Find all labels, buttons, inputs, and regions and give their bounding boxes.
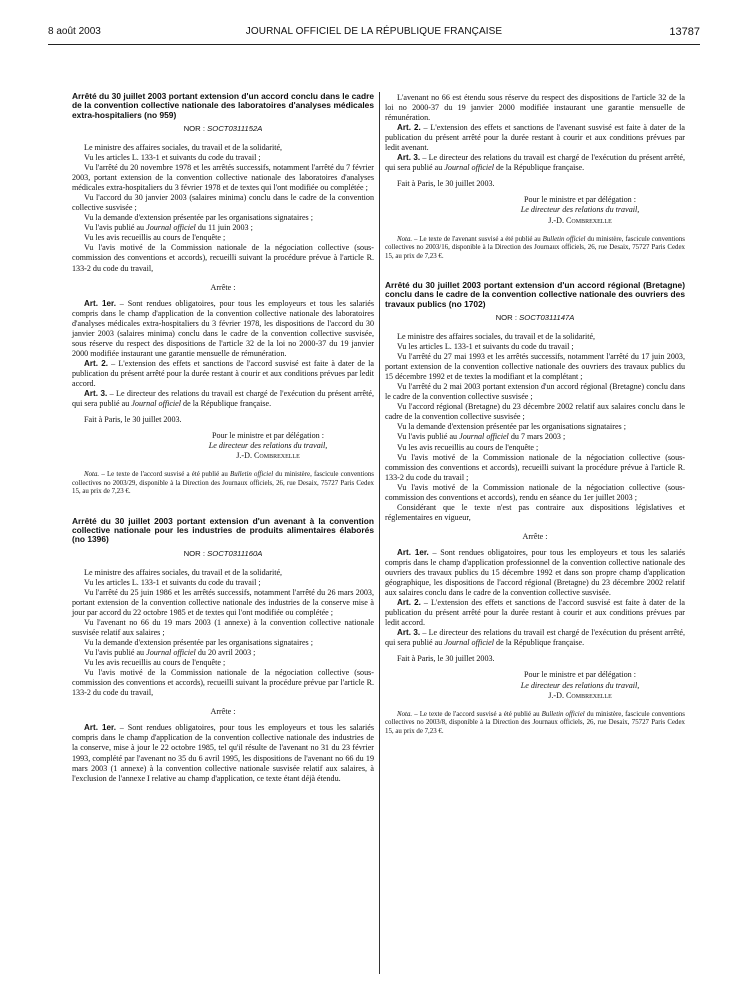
nota-text: – Le texte de l'avenant susvisé a été publié au	[412, 235, 543, 243]
article-text: de la République française.	[181, 399, 272, 409]
article-text: – Sont rendues obligatoires, pour tous les employeurs et tous les salariés compris dans le champ d'application professionnel de la convention collective nationale des ouvriers des travaux publics du 15 décembre 1992 et dans son propre champ d'application géographique, les dispositions de l'accord régional (Bretagne) du 23 décembre 2002 relatif aux salaires conclu dans le cadre de la convention collective susvisée.	[385, 547, 685, 598]
visa-paragraph: Vu l'accord du 30 janvier 2003 (salaires minima) conclu dans le cadre de la convention collective susvisée ;	[72, 193, 374, 213]
article-3	[385, 628, 685, 648]
visa-paragraph: Vu l'avis motivé de la Commission nationale de la négociation collective (sous-commission des conventions et accords), recueilli suivant la procédure prévue à l'article R. 133-2 du code du travail ;	[385, 452, 685, 482]
bulletin-officiel-ref: Bulletin officiel	[541, 710, 585, 718]
nor-code: SOCT0311160A	[207, 548, 263, 558]
header-title: JOURNAL OFFICIEL DE LA RÉPUBLIQUE FRANÇAISE	[245, 26, 503, 37]
visa-journal-pre: Vu l'avis publié au	[397, 432, 460, 442]
nota-text: du ministère, fascicule conventions collectives no 2003/16, disponible à la Direction des Journaux officiels, 26, rue Desaix, 75727 Paris Cedex 15, au prix de 7,23 €.	[385, 235, 685, 260]
article-3	[72, 389, 374, 409]
visa-paragraph: Vu la demande d'extension présentée par les organisations signataires ;	[84, 213, 313, 223]
visa-journal-post: du 7 mars 2003 ;	[508, 432, 566, 442]
journal-officiel-ref: Journal officiel	[444, 638, 495, 648]
nota-text: du ministère, fascicule conventions collectives no 2003/8, disponible à la Direction des Journaux officiels, 26, rue Desaix, 75727 Paris Cedex 15, au prix de 7,23 €.	[385, 710, 685, 735]
visa-paragraph: Vu les avis recueillis au cours de l'enquête ;	[397, 442, 539, 452]
article-1	[72, 299, 374, 359]
visa-journal-post: du 20 avril 2003 ;	[195, 648, 256, 658]
left-column	[72, 92, 374, 784]
decree-title: Arrêté du 30 juillet 2003 portant extension d'un accord régional (Bretagne) conclu dans le cadre de la convention collective nationale des ouvriers des travaux publics (no 1702)	[385, 280, 685, 309]
visa-paragraph: Vu l'arrêté du 25 juin 1986 et les arrêtés successifs, notamment l'arrêté du 26 mars 2003, portant extension de la convention collective nationale des industries de la conserve mise à jour par accord du 22 octobre 1985 et de textes qui l'ont modifiée ou complétée ;	[72, 587, 374, 617]
journal-officiel-ref: Journal officiel	[459, 432, 509, 442]
article-number: Art. 2.	[397, 598, 421, 608]
nota-label: Nota.	[397, 710, 413, 718]
visa-paragraph: Considérant que le texte n'est pas contraire aux dispositions législatives et réglementaires en vigueur,	[385, 502, 685, 522]
article-1	[72, 723, 374, 783]
visa-paragraph: Vu l'arrêté du 2 mai 2003 portant extension d'un accord régional (Bretagne) conclu dans le cadre de la convention collective susvisée ;	[385, 382, 685, 402]
visa-paragraph: Le ministre des affaires sociales, du travail et de la solidarité,	[84, 142, 283, 152]
fait-a-paris: Fait à Paris, le 30 juillet 2003.	[397, 654, 495, 664]
nor-code: SOCT0311147A	[519, 312, 575, 322]
section-gap	[385, 261, 685, 281]
visa-paragraph-journal	[385, 432, 685, 442]
bulletin-officiel-ref: Bulletin officiel	[230, 471, 274, 479]
decree-3	[385, 281, 685, 736]
decree-title: Arrêté du 30 juillet 2003 portant extension d'un avenant à la convention collective nationale pour les industries de produits alimentaires élaborés (no 1396)	[72, 515, 374, 545]
journal-officiel-ref: Journal officiel	[146, 648, 196, 658]
header-page-number: 13787	[669, 26, 700, 38]
visa-paragraph: Vu la demande d'extension présentée par les organisations signataires ;	[397, 422, 626, 432]
visa-paragraph-journal	[72, 648, 374, 658]
column-divider	[379, 92, 380, 974]
journal-officiel-ref: Journal officiel	[131, 399, 182, 409]
article-number: Art. 1er.	[397, 547, 429, 557]
article-3	[385, 153, 685, 173]
article-text: – Sont rendues obligatoires, pour tous les employeurs et tous les salariés compris dans le champ d'application de la convention collective nationale des industries de la conserve, mise à jour le 22 octobre 1985, tel qu'il résulte de l'avenant no 31 du 23 février 1993, complété par l'avenant no 35 du 6 avril 1995, les dispositions de l'avenant no 66 du 19 mars 2003 (1 annexe) à la convention collective nationale susvisée relatif aux salaires, à l'exclusion de l'annexe I relative au champ d'application, ce texte étant déjà étendu.	[72, 723, 374, 783]
article-number: Art. 2.	[397, 123, 421, 133]
visa-paragraph: Vu les articles L. 133-1 et suivants du code du travail ;	[84, 577, 261, 587]
nota-note	[385, 236, 685, 262]
visa-paragraph: Vu l'arrêté du 27 mai 1993 et les arrêtés successifs, notamment l'arrêté du 17 juin 2003, portant extension de la convention collective nationale des ouvriers des travaux publics du 15 décembre 1992 et de textes la modifiant et la complétant ;	[385, 352, 685, 382]
visa-paragraph: Vu l'arrêté du 20 novembre 1978 et les arrêtés successifs, notamment l'arrêté du 7 février 2003, portant extension de la convention collective nationale des laboratoires d'analyses médicales extra-hospitaliers du 3 février 1978 et de textes qui l'ont modifiée ou complétée ;	[72, 163, 374, 193]
visa-journal-pre: Vu l'avis publié au	[84, 648, 147, 658]
nor-reference	[385, 313, 685, 323]
decree-2	[72, 517, 374, 784]
nor-label: NOR :	[183, 548, 205, 558]
decree-title: Arrêté du 30 juillet 2003 portant extension d'un accord conclu dans le cadre de la convention collective nationale des laboratoires d'analyses médicales extra-hospitaliers (no 959)	[72, 91, 374, 120]
visa-journal-pre: Vu l'avis publié au	[84, 223, 147, 233]
bulletin-officiel-ref: Bulletin officiel	[542, 235, 586, 243]
article-text: – Le directeur des relations du travail est chargé de l'exécution du présent arrêté, qui sera publié au	[385, 153, 685, 173]
signature-role: Le directeur des relations du travail,	[520, 205, 640, 215]
article-number: Art. 1er.	[84, 723, 116, 733]
nor-label: NOR :	[183, 123, 205, 133]
nota-label: Nota.	[84, 471, 100, 479]
article-text: – L'extension des effets et sanctions de l'avenant susvisé est faite à dater de la publication du présent arrêté pour la durée restant à courir et aux conditions prévues par ledit avenant.	[385, 123, 685, 153]
article-number: Art. 3.	[397, 153, 421, 163]
running-header	[48, 26, 700, 40]
signature-name: J.-D. Combrexelle	[548, 690, 612, 700]
article-text: – Le directeur des relations du travail est chargé de l'exécution du présent arrêté, qui sera publié au	[385, 628, 685, 648]
nor-label: NOR :	[495, 312, 517, 322]
signature-role: Le directeur des relations du travail,	[208, 441, 328, 451]
nota-text: – Le texte de l'accord susvisé a été publié au	[99, 471, 231, 479]
visa-paragraph: Vu l'accord régional (Bretagne) du 23 décembre 2002 relatif aux salaires conclu dans le cadre de la convention collective susvisée ;	[385, 402, 685, 422]
article-text: – L'extension des effets et sanctions de l'accord susvisé est faite à dater de la publication du présent arrêté pour la durée restant à courir et aux conditions prévues par ledit accord.	[385, 598, 685, 628]
nota-text: – Le texte de l'accord susvisé a été publié au	[412, 710, 542, 718]
journal-officiel-ref: Journal officiel	[146, 223, 196, 233]
visa-paragraph: Vu les articles L. 133-1 et suivants du code du travail ;	[84, 152, 261, 162]
visa-paragraph-journal	[72, 223, 374, 233]
fait-a-paris: Fait à Paris, le 30 juillet 2003.	[397, 179, 495, 189]
article-number: Art. 1er.	[84, 298, 116, 308]
arrete-heading: Arrête :	[210, 282, 236, 292]
article-1-paragraph-2: L'avenant no 66 est étendu sous réserve du respect des dispositions de l'article 32 de la loi no 2000-37 du 19 janvier 2000 modifiée instaurant une garantie mensuelle de rémunération.	[385, 93, 685, 123]
nor-reference	[72, 124, 374, 134]
fait-a-paris: Fait à Paris, le 30 juillet 2003.	[84, 415, 182, 425]
article-text: – Sont rendues obligatoires, pour tous les employeurs et tous les salariés compris dans le champ d'application de la convention collective nationale des laboratoires d'analyses médicales extra-hospitaliers du 3 février 1978, les dispositions de l'accord du 30 janvier 2003 (salaires minima) conclu dans le cadre de la convention collective susvisée, sous réserve du respect des dispositions de l'article 32 de la loi no 2000-37 du 19 janvier 2000 modifiée instaurant une garantie mensuelle de rémunération.	[72, 298, 374, 358]
visa-paragraph: Vu la demande d'extension présentée par les organisations signataires ;	[84, 638, 313, 648]
visa-paragraph: Vu les articles L. 133-1 et suivants du code du travail ;	[397, 342, 574, 352]
article-2	[385, 123, 685, 153]
article-text: de la République française.	[494, 638, 585, 648]
header-date: 8 août 2003	[48, 26, 101, 37]
article-text: de la République française.	[494, 163, 585, 173]
nota-label: Nota.	[397, 235, 413, 243]
nota-note	[72, 471, 374, 497]
visa-paragraph: Vu les avis recueillis au cours de l'enquête ;	[84, 233, 226, 243]
visa-paragraph: Vu l'avis motivé de la Commission nationale de la négociation collective (sous-commission des conventions et accords), rendu en séance du 1er juillet 2003 ;	[385, 482, 685, 502]
article-2	[72, 359, 374, 389]
signature-name: J.-D. Combrexelle	[548, 215, 612, 225]
signature-name: J.-D. Combrexelle	[236, 451, 300, 461]
article-text: – Le directeur des relations du travail est chargé de l'exécution du présent arrêté, qui sera publié au	[72, 389, 374, 409]
article-number: Art. 2.	[84, 358, 109, 368]
article-text: – L'extension des effets et sanctions de l'accord susvisé est faite à dater de la publication du présent arrêté pour la durée restant à courir et aux conditions prévues par ledit accord.	[72, 358, 374, 388]
article-number: Art. 3.	[397, 628, 421, 638]
section-gap	[72, 497, 374, 517]
visa-paragraph: Vu l'avis motivé de la Commission nationale de la négociation collective (sous-commission des conventions et accords), recueilli suivant la procédure prévue par l'article R. 133-2 du code du travail,	[72, 668, 374, 698]
journal-officiel-ref: Journal officiel	[444, 163, 495, 173]
visa-paragraph: Le ministre des affaires sociales, du travail et de la solidarité,	[397, 332, 596, 341]
signature-delegation: Pour le ministre et par délégation :	[524, 195, 636, 205]
arrete-heading: Arrête :	[210, 707, 236, 717]
visa-paragraph: Le ministre des affaires sociales, du travail et de la solidarité,	[84, 567, 283, 577]
visa-paragraph: Vu les avis recueillis au cours de l'enquête ;	[84, 658, 226, 668]
nota-note	[385, 711, 685, 737]
nor-code: SOCT0311152A	[207, 123, 263, 133]
article-1	[385, 548, 685, 598]
signature-delegation: Pour le ministre et par délégation :	[212, 431, 324, 441]
decree-1	[72, 92, 374, 497]
visa-journal-post: du 11 juin 2003 ;	[195, 223, 253, 233]
right-column	[385, 93, 685, 736]
nor-reference	[72, 549, 374, 559]
article-number: Art. 3.	[84, 389, 108, 399]
arrete-heading: Arrête :	[522, 531, 548, 541]
nota-text: du ministère, fascicule conventions collectives no 2003/29, disponible à la Direction des Journaux officiels, 26, rue Desaix, 75727 Paris Cedex 15, au prix de 7,23 €.	[72, 471, 374, 496]
signature-role: Le directeur des relations du travail,	[520, 680, 640, 690]
visa-paragraph: Vu l'avis motivé de la Commission nationale de la négociation collective (sous-commission des conventions et accords), recueilli suivant la procédure prévue à l'article R. 133-2 du code du travail,	[72, 243, 374, 273]
article-2	[385, 598, 685, 628]
decree-2-continued	[385, 93, 685, 261]
signature-delegation: Pour le ministre et par délégation :	[524, 670, 636, 680]
visa-paragraph: Vu l'avenant no 66 du 19 mars 2003 (1 annexe) à la convention collective nationale susvisée relatif aux salaires ;	[72, 617, 374, 638]
header-rule	[48, 44, 700, 45]
